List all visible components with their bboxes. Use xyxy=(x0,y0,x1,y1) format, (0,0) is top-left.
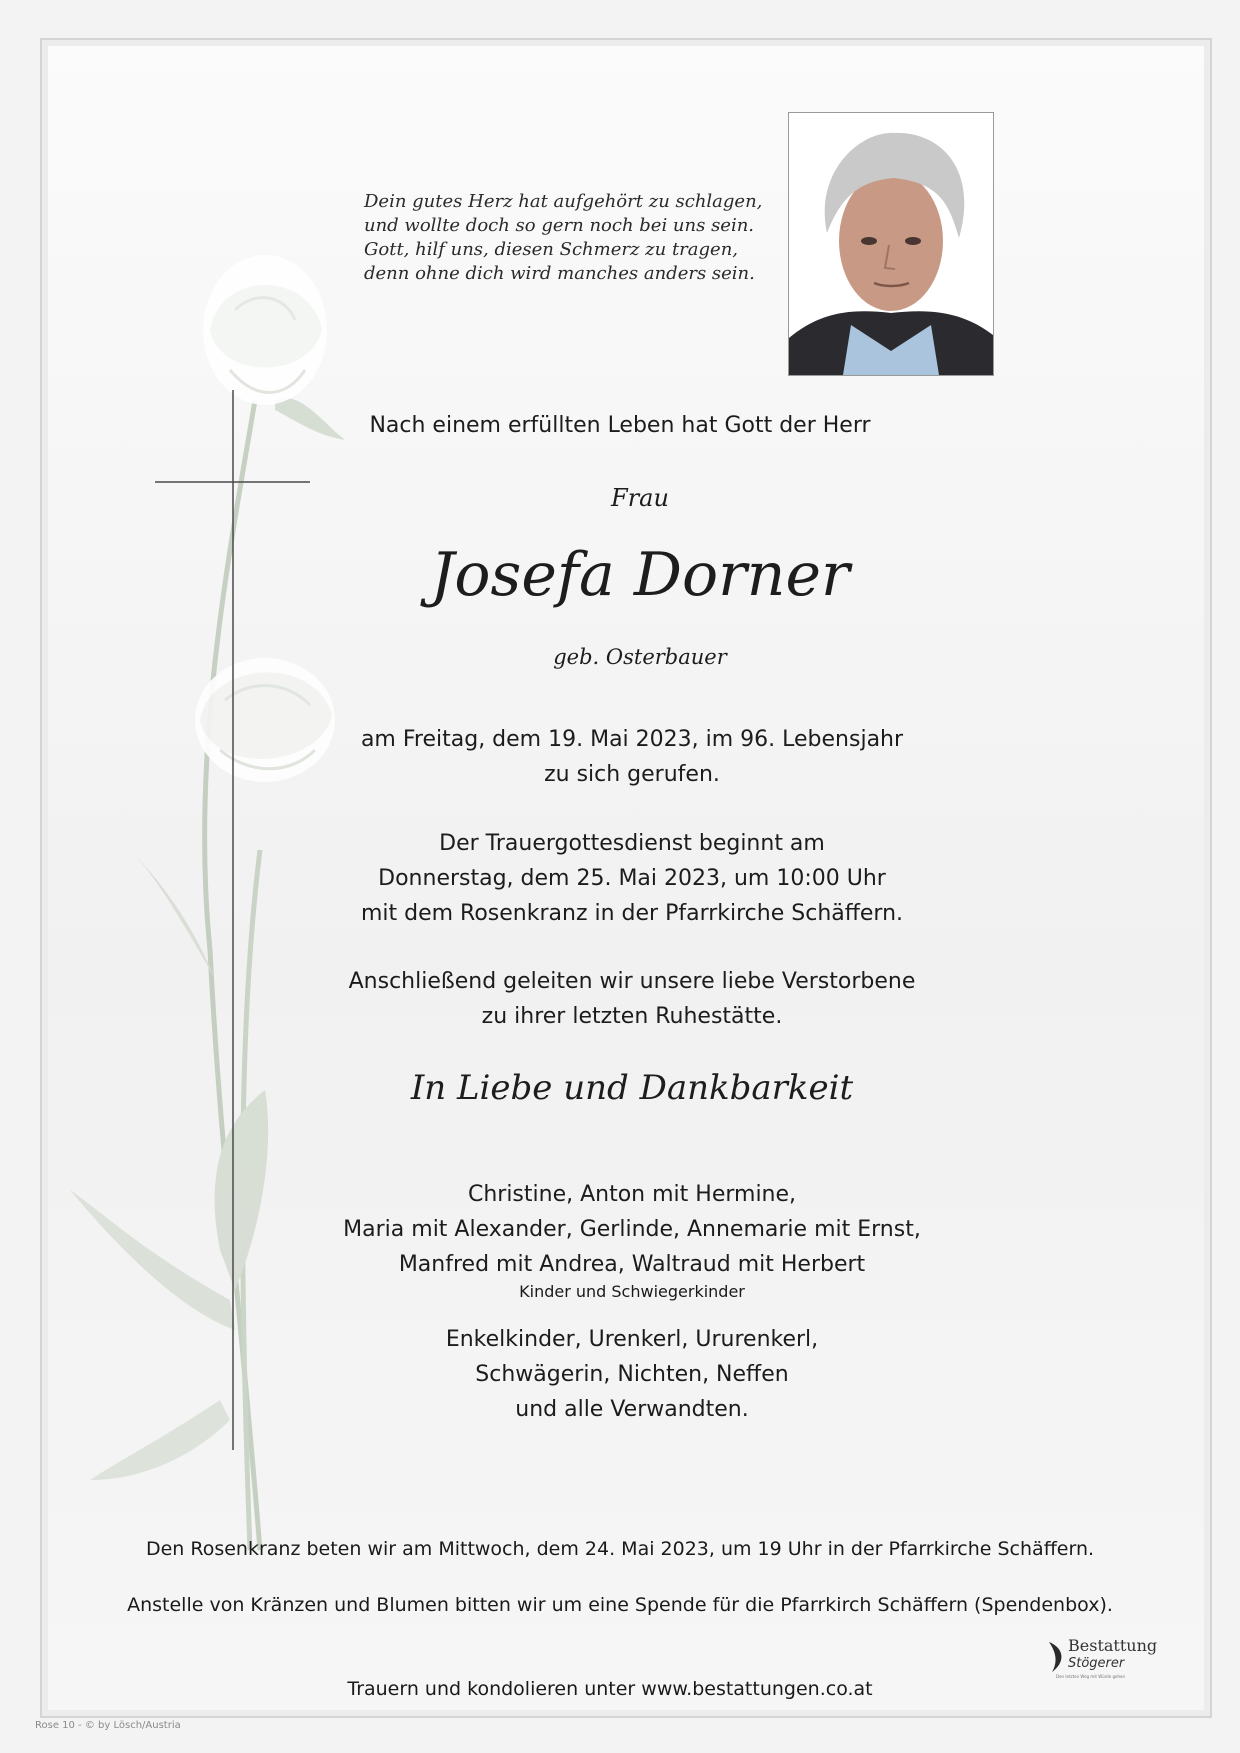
burial-notice xyxy=(12,964,1240,1034)
deceased-name: Josefa Dorner xyxy=(430,540,850,610)
leaf-logo-icon xyxy=(1046,1640,1066,1674)
portrait-photo xyxy=(788,112,994,376)
copyright: Rose 10 - © by Lösch/Austria xyxy=(35,1720,181,1731)
relatives-list xyxy=(12,1322,1240,1427)
children-line: Christine, Anton mit Hermine, xyxy=(467,1182,797,1207)
children-line: Manfred mit Andrea, Waltraud mit Herbert xyxy=(398,1252,866,1277)
funeral-line: Der Trauergottesdienst beginnt am xyxy=(439,831,825,856)
poem-line: denn ohne dich wird manches anders sein. xyxy=(364,263,755,284)
relatives-line: Enkelkinder, Urenkerl, Ururenkerl, xyxy=(445,1327,819,1352)
donation-note: Anstelle von Kränzen und Blumen bitten wir um eine Spende für die Pfarrkirch Schäffern (Spendenbox). xyxy=(127,1594,1113,1616)
maiden-name: geb. Osterbauer xyxy=(553,645,727,669)
salutation: Frau xyxy=(611,484,669,512)
funeral-line: mit dem Rosenkranz in der Pfarrkirche Schäffern. xyxy=(360,901,904,926)
intro-text: Nach einem erfüllten Leben hat Gott der Herr xyxy=(369,413,871,438)
poem-line: Dein gutes Herz hat aufgehört zu schlagen, xyxy=(364,191,763,212)
funeral-notice xyxy=(12,826,1240,931)
logo-line2: Stögerer xyxy=(1068,1656,1125,1671)
death-line: am Freitag, dem 19. Mai 2023, im 96. Lebensjahr xyxy=(360,727,904,752)
logo-tagline: Den letzten Weg mit Würde gehen xyxy=(1056,1674,1125,1679)
children-list xyxy=(12,1177,1240,1282)
death-line: zu sich gerufen. xyxy=(544,762,720,787)
relatives-line: Schwägerin, Nichten, Neffen xyxy=(475,1362,789,1387)
children-caption: Kinder und Schwiegerkinder xyxy=(519,1282,745,1301)
logo-line1: Bestattung xyxy=(1068,1636,1158,1655)
gratitude-line: In Liebe und Dankbarkeit xyxy=(410,1068,854,1108)
death-notice xyxy=(12,722,1240,792)
poem-line: und wollte doch so gern noch bei uns sein. xyxy=(364,215,755,236)
upper-rose xyxy=(203,255,327,405)
poem-line: Gott, hilf uns, diesen Schmerz zu tragen, xyxy=(364,239,739,260)
rosary-note: Den Rosenkranz beten wir am Mittwoch, dem 24. Mai 2023, um 19 Uhr in der Pfarrkirche Schäffern. xyxy=(145,1538,1095,1560)
funeral-line: Donnerstag, dem 25. Mai 2023, um 10:00 Uhr xyxy=(378,866,886,891)
relatives-line: und alle Verwandten. xyxy=(515,1397,749,1422)
poem xyxy=(364,190,763,286)
condolence-note: Trauern und kondolieren unter www.bestattungen.co.at xyxy=(347,1678,873,1700)
burial-line: zu ihrer letzten Ruhestätte. xyxy=(481,1004,783,1029)
burial-line: Anschließend geleiten wir unsere liebe Verstorbene xyxy=(348,969,916,994)
children-line: Maria mit Alexander, Gerlinde, Annemarie mit Ernst, xyxy=(343,1217,921,1242)
